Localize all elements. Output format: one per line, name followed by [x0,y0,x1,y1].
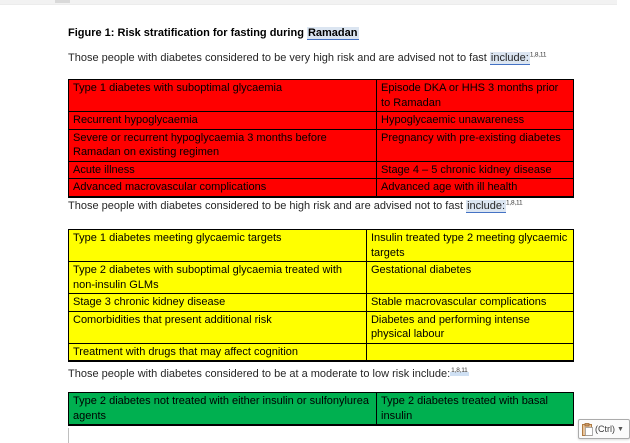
table-cell[interactable]: Treatment with drugs that may affect cognition [69,343,367,361]
table-cell[interactable] [366,343,573,361]
table-cell[interactable]: Pregnancy with pre-existing diabetes [377,129,574,161]
table-cell[interactable]: Stage 3 chronic kidney disease [69,294,367,312]
intro-moderate-low-risk[interactable] [68,368,574,380]
table-cell[interactable]: Comorbidities that present additional risk [69,311,367,343]
citation-superscript: 1,8,11 [506,199,523,207]
table-row [69,161,574,179]
chevron-down-icon[interactable]: ▼ [617,425,624,433]
highlighted-word-ramadan: Ramadan [307,27,358,39]
page-margin-marker [55,0,70,3]
table-cell[interactable]: Recurrent hypoglycaemia [69,112,377,130]
intro-high-risk[interactable] [68,200,574,212]
intro-high-text: Those people with diabetes considered to be high risk and are advised not to fast [68,200,467,212]
intro-very-high-link-word: include: [490,52,529,64]
table-cell[interactable]: Type 2 diabetes not treated with either insulin or sulfonylurea agents [69,393,377,426]
paste-options-label: (Ctrl) [595,424,615,434]
table-row [69,80,574,112]
table-row [69,129,574,161]
table-cell[interactable]: Advanced macrovascular complications [69,179,377,197]
table-row [69,262,574,294]
figure-title-text: Figure 1: Risk stratification for fasting during [68,27,307,39]
table-row [69,112,574,130]
table-cell[interactable]: Gestational diabetes [366,262,573,294]
clipboard-icon [582,423,593,436]
figure-title[interactable] [68,27,574,39]
moderate-low-risk-table [68,392,574,426]
table-row [69,179,574,197]
table-cell[interactable]: Insulin treated type 2 meeting glycaemic targets [366,230,573,262]
table-cell[interactable]: Diabetes and performing intense physical labour [366,311,573,343]
intro-very-high-risk[interactable] [68,52,574,64]
intro-high-link-word: include: [467,200,506,212]
table-cell[interactable]: Advanced age with ill health [377,179,574,197]
very-high-risk-table [68,79,574,198]
table-cell[interactable]: Stage 4 – 5 chronic kidney disease [377,161,574,179]
table-row [69,393,574,426]
table-cell[interactable]: Stable macrovascular complications [366,294,573,312]
table-cell[interactable]: Type 1 diabetes meeting glycaemic targets [69,230,367,262]
table-row [69,230,574,262]
citation-superscript: 1,8,11 [451,367,468,375]
table-cell[interactable]: Hypoglycaemic unawareness [377,112,574,130]
high-risk-table [68,229,574,362]
table-cell[interactable]: Acute illness [69,161,377,179]
table-cell[interactable]: Type 1 diabetes with suboptimal glycaemia [69,80,377,112]
table-cell[interactable]: Type 2 diabetes with suboptimal glycaemia treated with non-insulin GLMs [69,262,367,294]
table-cell[interactable]: Severe or recurrent hypoglycaemia 3 months before Ramadan on existing regimen [69,129,377,161]
table-row [69,311,574,343]
intro-moderate-low-text: Those people with diabetes considered to be at a moderate to low risk include: [68,368,451,380]
table-cell[interactable]: Episode DKA or HHS 3 months prior to Ramadan [377,80,574,112]
intro-very-high-text: Those people with diabetes considered to be very high risk and are advised not to fast [68,52,490,64]
paste-options-button[interactable] [578,419,630,439]
table-row [69,294,574,312]
table-row [69,343,574,361]
page-top-edge [0,0,617,5]
table-left-border-continuation [68,428,69,443]
citation-superscript: 1,8,11 [529,51,547,59]
table-cell[interactable]: Type 2 diabetes treated with basal insulin [377,393,574,426]
